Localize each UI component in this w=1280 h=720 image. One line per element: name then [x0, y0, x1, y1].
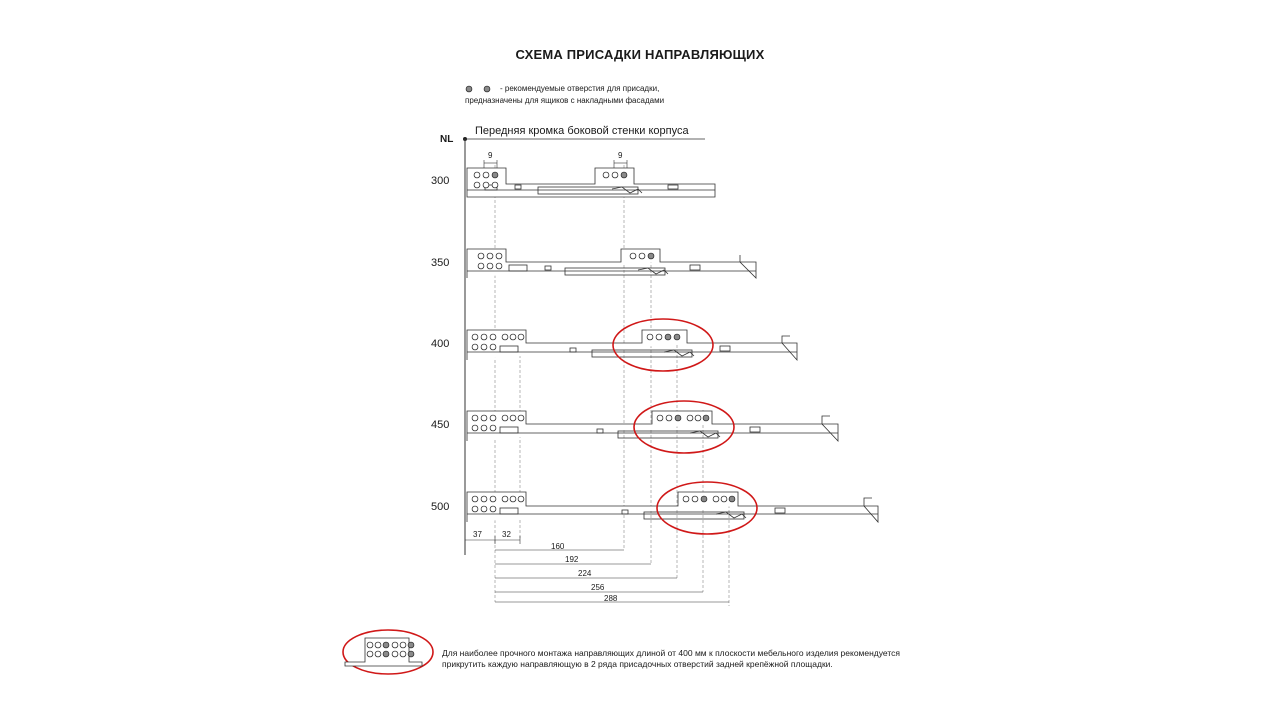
nl-label: NL [440, 134, 454, 145]
dim-label: 160 [551, 542, 565, 551]
top-dim-lines [484, 160, 627, 168]
legend-line-2: предназначены для ящиков с накладными фасадами [465, 96, 665, 105]
dim-label: 256 [591, 583, 605, 592]
legend-hole-icon [466, 86, 472, 92]
length-label: 450 [431, 419, 450, 431]
legend-line-1 [500, 84, 659, 93]
dim-label: 9 [618, 151, 623, 160]
dim-label: 32 [502, 530, 511, 539]
length-label: 300 [431, 175, 450, 187]
dim-label: 9 [488, 151, 493, 160]
rail-300 [467, 168, 715, 197]
legend-dash: - [500, 84, 503, 93]
note-line-1: Для наиболее прочного монтажа направляющих длиной от 400 мм к плоскости мебельного изделия рекомендуется [442, 648, 901, 658]
rail-350 [467, 249, 756, 278]
length-label: 350 [431, 257, 450, 269]
page-title: СХЕМА ПРИСАДКИ НАПРАВЛЯЮЩИХ [515, 47, 765, 62]
legend-hole-icon [484, 86, 490, 92]
dim-label: 37 [473, 530, 482, 539]
reference-lines [495, 165, 729, 606]
legend-text-1: рекомендуемые отверстия для присадки, [504, 84, 660, 93]
front-edge-label: Передняя кромка боковой стенки корпуса [475, 125, 689, 137]
note-line-2: прикрутить каждую направляющую в 2 ряда присадочных отверстий задней крепёжной площадки. [442, 659, 833, 669]
bottom-dim-lines [465, 536, 729, 602]
dim-label: 224 [578, 569, 592, 578]
rail-400 [467, 330, 797, 360]
dim-label: 288 [604, 594, 618, 603]
dim-label: 192 [565, 555, 579, 564]
length-label: 400 [431, 338, 450, 350]
rail-500 [467, 492, 878, 522]
length-label: 500 [431, 501, 450, 513]
